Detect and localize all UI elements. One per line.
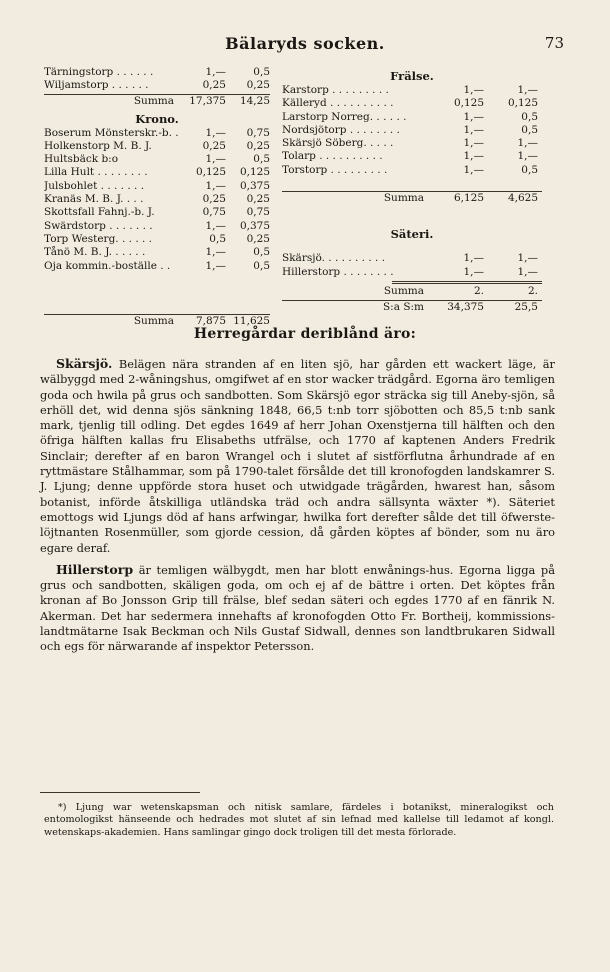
table-row: Hultsbäck b:o 1,— 0,5 bbox=[44, 153, 270, 166]
table-row bbox=[282, 177, 542, 190]
group-heading: Säteri. bbox=[390, 227, 434, 242]
left-column-table bbox=[44, 66, 270, 329]
table-row: Swärdstorp . . . . . . . 1,— 0,375 bbox=[44, 219, 270, 232]
table-row: Hillerstorp . . . . . . . . 1,— 1,— bbox=[282, 265, 538, 278]
running-head bbox=[40, 34, 570, 56]
paragraph: Hillerstorp är temligen wälbygdt, men har blott enwånings-hus. Egorna ligga på grus och sandbotten, skäligen goda, om och ej af de bättre i orten. Det köptes från kronan af Bo Jonsson Grip till frälse, blef sedan säteri och egdes 1770 af en fänrik N. Akerman. Det har sedermera innehafts af kronofogden Otto Fr. Bortheij, kommissions-landtmätarne Isak Beckman och Nils Gustaf Sidwall, dennes son landtbrukaren Sidwall och egs för närwarande af inspektor Petersson. bbox=[40, 561, 555, 654]
footnote: *) Ljung war wetenskapsman och nitisk samlare, färdeles i botanikst, mineralogikst och entomologikst hänseende och hedrades mot slutet af sin lefnad med kallelse till ledamot af kongl. wetenskaps-akademien. Hans samlingar gingo dock troligen till det mesta förlorade. bbox=[44, 802, 554, 838]
table-row bbox=[44, 273, 270, 286]
table-row: Torstorp . . . . . . . . . 1,— 0,5 bbox=[282, 163, 538, 176]
table-row: Karstorp . . . . . . . . . 1,— 1,— bbox=[282, 84, 538, 96]
table-row: Skärsjö Söberg. . . . . 1,— 1,— bbox=[282, 137, 538, 150]
page-number: 73 bbox=[544, 34, 564, 52]
double-rule bbox=[392, 280, 542, 284]
table-row: Holkenstorp M. B. J. 0,25 0,25 bbox=[44, 139, 270, 152]
table-row: Boserum Mönsterskr.-b. . 1,— 0,75 bbox=[44, 126, 270, 139]
table-row: Källeryd . . . . . . . . . . 0,125 0,125 bbox=[282, 97, 538, 110]
table-row bbox=[44, 299, 270, 312]
body-text bbox=[40, 356, 555, 661]
table-row: Torp Westerg. . . . . . 0,5 0,25 bbox=[44, 232, 270, 245]
table-row: Tärningstorp . . . . . . 1,— 0,5 bbox=[44, 66, 270, 78]
summa-row: Summa 7,875 11,625 bbox=[44, 314, 270, 329]
group-heading: Frälse. bbox=[390, 69, 434, 83]
paragraph-lead: Skärsjö. bbox=[56, 356, 113, 371]
table-row: Tånö M. B. J. . . . . . 1,— 0,5 bbox=[44, 246, 270, 259]
right-column-table bbox=[282, 66, 542, 315]
paragraph-lead: Hillerstorp bbox=[56, 561, 134, 577]
table-row: Skottsfall Fahnj.-b. J. 0,75 0,75 bbox=[44, 206, 270, 219]
group-heading: Krono. bbox=[135, 111, 179, 126]
running-title: Bälaryds socken. bbox=[225, 34, 385, 53]
table-row: Oja kommin.-boställe . . 1,— 0,5 bbox=[44, 259, 270, 272]
section-heading: Herregårdar deriblånd äro: bbox=[193, 326, 417, 342]
table-row: Julsbohlet . . . . . . . 1,— 0,375 bbox=[44, 179, 270, 192]
table-row: Lilla Hult . . . . . . . . 0,125 0,125 bbox=[44, 166, 270, 179]
table-row: Wiljamstorp . . . . . . 0,25 0,25 bbox=[44, 79, 270, 92]
footnote-rule bbox=[40, 792, 200, 793]
table-row: Kranäs M. B. J. . . . 0,25 0,25 bbox=[44, 193, 270, 206]
grand-total-row: S:a S:m 34,375 25,5 bbox=[282, 300, 542, 315]
table-row: Tolarp . . . . . . . . . . 1,— 1,— bbox=[282, 150, 538, 163]
summa-row: Summa 17,375 14,25 bbox=[44, 94, 270, 109]
table-row bbox=[44, 286, 270, 299]
table-row: Nordsjötorp . . . . . . . . 1,— 0,5 bbox=[282, 123, 538, 136]
summa-row: Summa 2. 2. bbox=[383, 284, 538, 297]
paragraph: Skärsjö. Belägen nära stranden af en liten sjö, har gården ett wackert läge, är wälbyggd med 2-wåningshus, omgifwet af en stor wacker trädgård. Egorna äro temligen goda och hwila på grus och sandbotten. Som Skärsjö egor sträcka sig till Aneby-sjön, så erhöll det, wid denna sjös sänkning 1848, 66,5 t:nb torr sjöbotten och 85,5 t:nb sank mark, tjenlig till odling. Det egdes 1649 af herr Johan Oxenstjerna till hälften och den öfriga hälften kallas fru Elisabeths utfrälse, och 1770 af kaptenen Anders Fredrik Sinclair; derefter af en baron Wrangel och i slutet af sistförflutna århundrade af en ryttmästare Stålhammar, som på 1790-talet försålde det till kronofogden landskamrer S. J. Ljung; denne uppförde stora huset och utwidgade trägården, hwarest han, såsom botanist, införde åtskilliga utländska träd och andra sällsynta wäxter *). Säteriet emottogs wid Ljungs död af hans arfwingar, hwilka fort derefter sålde det till öfwerste-löjtnanten Rosenmüller, som gjorde cession, då gården köptes af bönder, som nu äro egare deraf. bbox=[40, 356, 555, 555]
table-row: Skärsjö. . . . . . . . . . 1,— 1,— bbox=[282, 252, 538, 265]
table-row: Larstorp Norreg. . . . . . 1,— 0,5 bbox=[282, 110, 538, 123]
summa-row: Summa 6,125 4,625 bbox=[282, 191, 542, 206]
